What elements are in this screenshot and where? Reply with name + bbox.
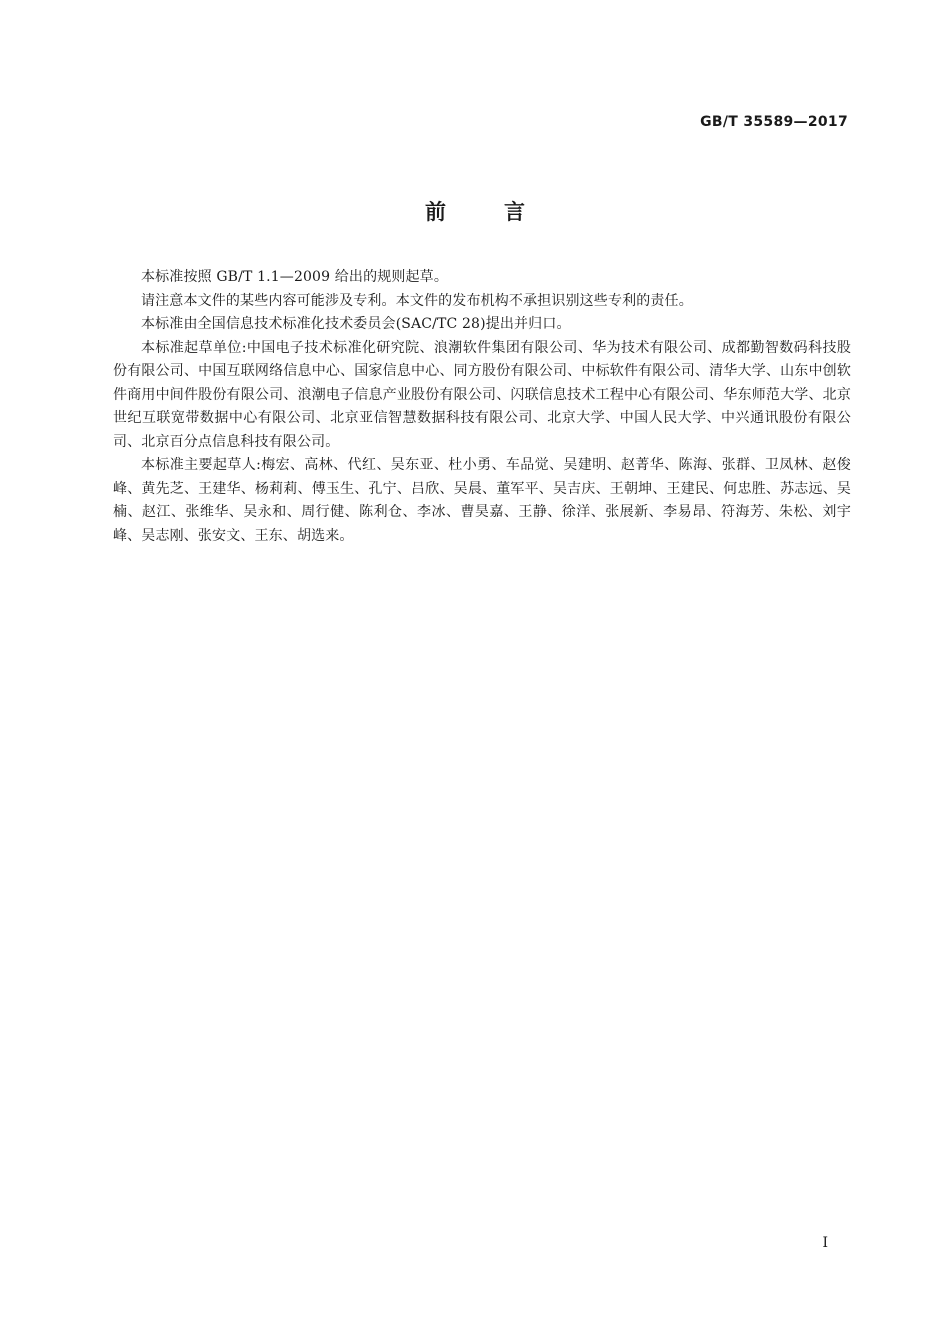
- standard-number: GB/T 35589—2017: [700, 114, 848, 130]
- paragraph-drafting-rules: 本标准按照 GB/T 1.1—2009 给出的规则起草。: [141, 269, 448, 285]
- paragraph-patent-notice: 请注意本文件的某些内容可能涉及专利。本文件的发布机构不承担识别这些专利的责任。: [141, 292, 693, 309]
- page-title: 前言: [425, 200, 583, 224]
- page-number: I: [822, 1235, 828, 1251]
- paragraph-drafting-units: 本标准起草单位:中国电子技术标准化研究院、浪潮软件集团有限公司、华为技术有限公司、成都勤智数码科技股份有限公司、中国互联网络信息中心、国家信息中心、同方股份有限公司、中标软件有限公司、清华大学、山东中创软件商用中间件股份有限公司、浪潮电子信息产业股份有限公司、闪联信息技术工程中心有限公司、华东师范大学、北京世纪互联宽带数据中心有限公司、北京亚信智慧数据科技有限公司、北京大学、中国人民大学、中兴通讯股份有限公司、北京百分点信息科技有限公司。: [113, 339, 851, 450]
- document-body: [113, 266, 851, 548]
- paragraph-main-drafters: 本标准主要起草人:梅宏、高林、代红、吴东亚、杜小勇、车品觉、吴建明、赵菁华、陈海、张群、卫凤林、赵俊峰、黄先芝、王建华、杨莉莉、傅玉生、孔宁、吕欣、吴晨、董军平、吴吉庆、王朝坤、王建民、何忠胜、苏志远、吴楠、赵江、张维华、吴永和、周行健、陈利仓、李冰、曹昊嘉、王静、徐洋、张展新、李易昂、符海芳、朱松、刘宇峰、吴志刚、张安文、王东、胡选来。: [113, 457, 851, 544]
- paragraph-proposer: 本标准由全国信息技术标准化技术委员会(SAC/TC 28)提出并归口。: [141, 316, 571, 332]
